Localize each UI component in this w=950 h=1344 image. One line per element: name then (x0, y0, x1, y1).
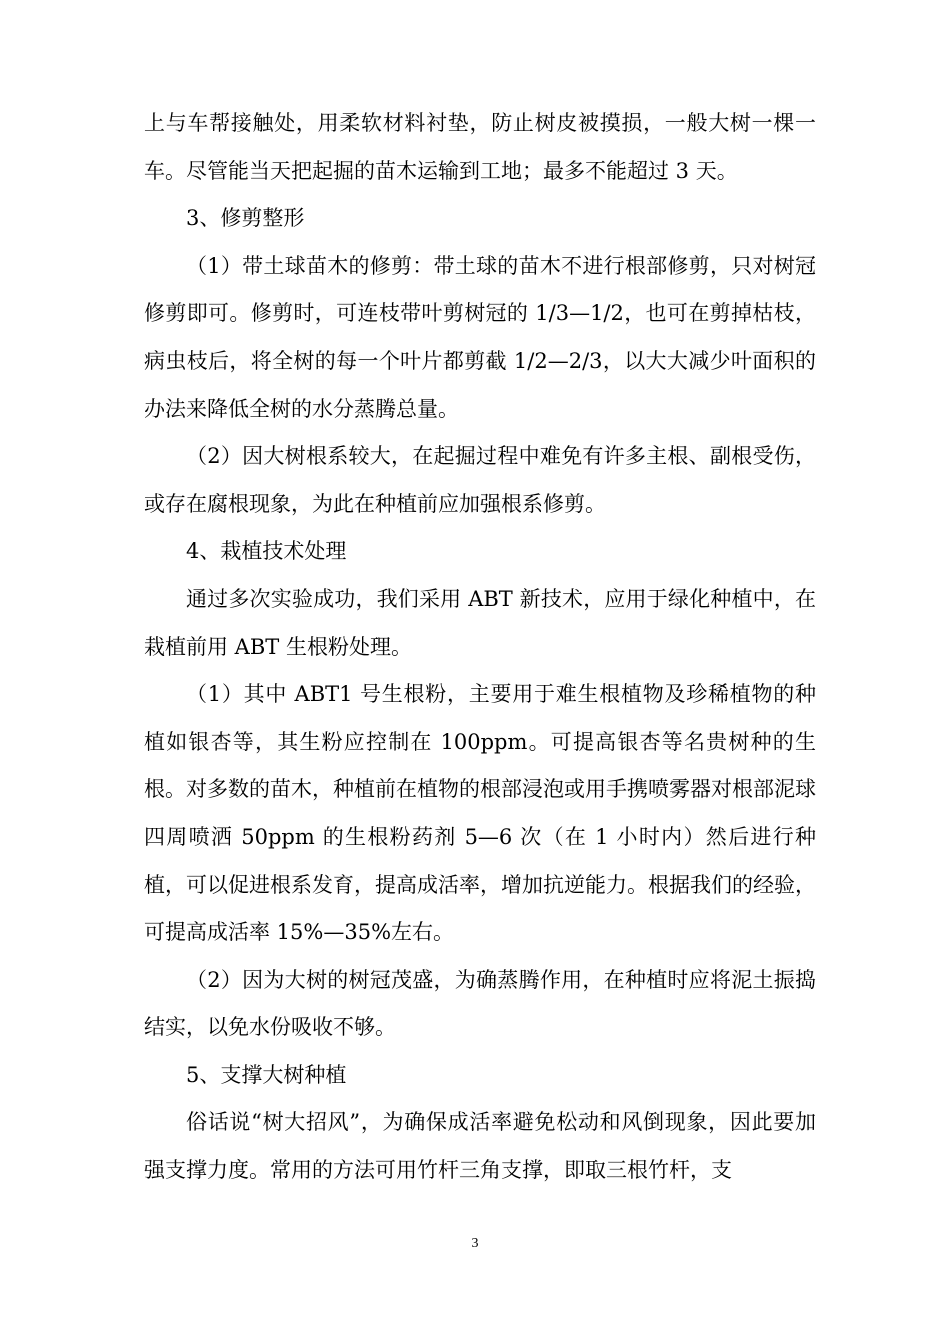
document-body (144, 100, 816, 1195)
paragraph-abt-intro: 通过多次实验成功，我们采用 ABT 新技术，应用于绿化种植中，在栽植前用 ABT 生根粉处理。 (144, 586, 816, 659)
paragraph-abt1-rooting-powder: （1）其中 ABT1 号生根粉，主要用于难生根植物及珍稀植物的种植如银杏等，其生粉应控制在 100ppm。可提高银杏等名贵树种的生根。对多数的苗木，种植前在植物的根部浸泡或用手携喷雾器对根部泥球四周喷洒 50ppm 的生根粉药剂 5—6 次（在 1 小时内）然后进行种植，可以促进根系发育，提高成活率，增加抗逆能力。根据我们的经验，可提高成活率 15%—35%左右。 (144, 682, 816, 945)
section-heading-planting-treatment: 4、栽植技术处理 (186, 539, 347, 564)
paragraph-pruning-root-ball: （1）带土球苗木的修剪：带土球的苗木不进行根部修剪，只对树冠修剪即可。修剪时，可连枝带叶剪树冠的 1/3—1/2，也可在剪掉枯枝，病虫枝后，将全树的每一个叶片都剪截 1/2—2/3，以大大减少叶面积的办法来降低全树的水分蒸腾总量。 (144, 253, 816, 421)
paragraph-continuation: 上与车帮接触处，用柔软材料衬垫，防止树皮被摸损，一般大树一棵一车。尽管能当天把起掘的苗木运输到工地；最多不能超过 3 天。 (144, 111, 816, 183)
paragraph-support-method: 俗话说“树大招风”，为确保成活率避免松动和风倒现象，因此要加强支撑力度。常用的方法可用竹杆三角支撑，即取三根竹杆，支 (144, 1110, 816, 1183)
page-number: 3 (471, 1236, 479, 1251)
paragraph-soil-compaction: （2）因为大树的树冠茂盛，为确蒸腾作用，在种植时应将泥土振捣结实，以免水份吸收不够。 (144, 967, 816, 1040)
section-heading-tree-support: 5、支撑大树种植 (186, 1062, 347, 1087)
section-heading-pruning: 3、修剪整形 (186, 206, 305, 231)
paragraph-pruning-roots: （2）因大树根系较大，在起掘过程中难免有许多主根、副根受伤，或存在腐根现象，为此在种植前应加强根系修剪。 (144, 444, 816, 516)
